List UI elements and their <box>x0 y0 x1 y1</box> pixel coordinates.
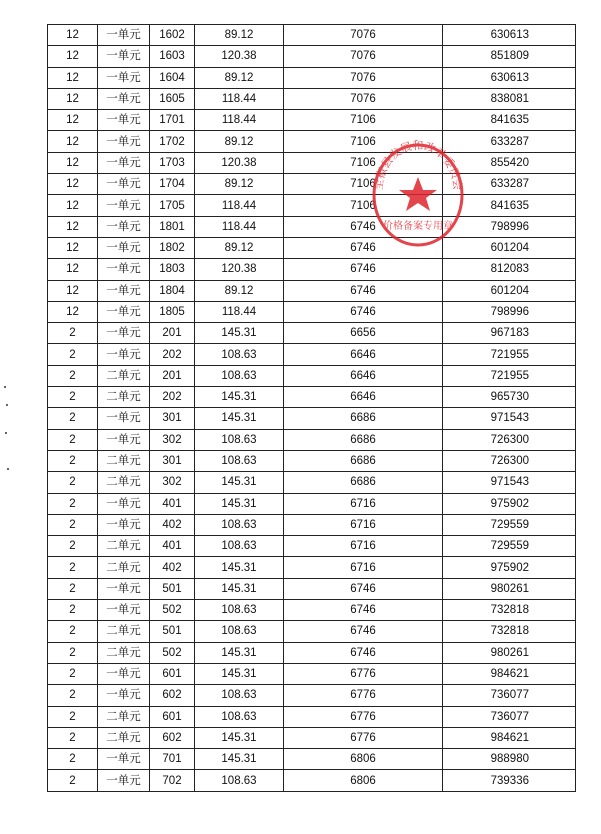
cell-room-number: 702 <box>150 770 195 791</box>
cell-building-number: 2 <box>48 578 98 599</box>
table-row <box>48 110 576 131</box>
cell-total-price: 965730 <box>443 387 576 408</box>
cell-unit-name: 一单元 <box>98 770 150 791</box>
cell-building-number: 2 <box>48 600 98 621</box>
cell-total-price: 851809 <box>443 46 576 67</box>
cell-total-price: 980261 <box>443 642 576 663</box>
cell-room-number: 1705 <box>150 195 195 216</box>
cell-room-number: 502 <box>150 642 195 663</box>
cell-room-number: 1602 <box>150 25 195 46</box>
cell-building-number: 12 <box>48 152 98 173</box>
cell-building-number: 12 <box>48 195 98 216</box>
table-row <box>48 25 576 46</box>
cell-area: 108.63 <box>195 365 284 386</box>
cell-unit-name: 一单元 <box>98 301 150 322</box>
cell-unit-name: 二单元 <box>98 536 150 557</box>
table-row <box>48 67 576 88</box>
cell-unit-name: 一单元 <box>98 344 150 365</box>
cell-unit-name: 一单元 <box>98 493 150 514</box>
cell-area: 118.44 <box>195 216 284 237</box>
cell-total-price: 633287 <box>443 174 576 195</box>
cell-unit-price: 6716 <box>284 557 443 578</box>
cell-unit-price: 6806 <box>284 749 443 770</box>
table-row <box>48 408 576 429</box>
table-row <box>48 195 576 216</box>
cell-total-price: 721955 <box>443 344 576 365</box>
cell-unit-price: 7106 <box>284 195 443 216</box>
cell-unit-price: 6646 <box>284 365 443 386</box>
cell-building-number: 12 <box>48 46 98 67</box>
cell-building-number: 12 <box>48 110 98 131</box>
cell-room-number: 401 <box>150 493 195 514</box>
cell-total-price: 633287 <box>443 131 576 152</box>
cell-room-number: 1703 <box>150 152 195 173</box>
cell-unit-name: 一单元 <box>98 663 150 684</box>
cell-building-number: 2 <box>48 514 98 535</box>
cell-unit-price: 6686 <box>284 450 443 471</box>
cell-unit-name: 一单元 <box>98 237 150 258</box>
table-row <box>48 749 576 770</box>
table-row <box>48 706 576 727</box>
cell-total-price: 798996 <box>443 301 576 322</box>
cell-building-number: 2 <box>48 387 98 408</box>
table-row <box>48 770 576 791</box>
table-row <box>48 514 576 535</box>
cell-total-price: 736077 <box>443 685 576 706</box>
cell-unit-name: 一单元 <box>98 323 150 344</box>
cell-room-number: 202 <box>150 387 195 408</box>
cell-area: 145.31 <box>195 727 284 748</box>
cell-area: 120.38 <box>195 46 284 67</box>
cell-unit-price: 6646 <box>284 387 443 408</box>
table-row <box>48 301 576 322</box>
table-row <box>48 642 576 663</box>
cell-area: 120.38 <box>195 259 284 280</box>
cell-room-number: 502 <box>150 600 195 621</box>
table-row <box>48 259 576 280</box>
cell-total-price: 984621 <box>443 727 576 748</box>
cell-room-number: 302 <box>150 429 195 450</box>
cell-unit-price: 6656 <box>284 323 443 344</box>
table-row <box>48 600 576 621</box>
cell-unit-name: 二单元 <box>98 557 150 578</box>
table-row <box>48 365 576 386</box>
cell-building-number: 12 <box>48 280 98 301</box>
table-row <box>48 174 576 195</box>
cell-unit-name: 一单元 <box>98 195 150 216</box>
cell-unit-price: 6746 <box>284 280 443 301</box>
cell-unit-price: 6716 <box>284 493 443 514</box>
seal-org-text: 全椒县发展和改革委员会 <box>371 139 465 191</box>
cell-room-number: 501 <box>150 578 195 599</box>
cell-unit-price: 6776 <box>284 706 443 727</box>
cell-building-number: 2 <box>48 323 98 344</box>
table-row <box>48 578 576 599</box>
cell-unit-name: 一单元 <box>98 749 150 770</box>
cell-unit-price: 7106 <box>284 152 443 173</box>
cell-unit-name: 一单元 <box>98 578 150 599</box>
cell-unit-name: 二单元 <box>98 387 150 408</box>
cell-area: 108.63 <box>195 344 284 365</box>
cell-area: 108.63 <box>195 706 284 727</box>
table-row <box>48 557 576 578</box>
cell-unit-name: 二单元 <box>98 450 150 471</box>
cell-unit-name: 一单元 <box>98 216 150 237</box>
price-table-body <box>48 25 576 792</box>
cell-unit-name: 一单元 <box>98 131 150 152</box>
cell-unit-price: 6746 <box>284 600 443 621</box>
cell-area: 89.12 <box>195 25 284 46</box>
cell-room-number: 1604 <box>150 67 195 88</box>
table-row <box>48 88 576 109</box>
cell-total-price: 630613 <box>443 25 576 46</box>
cell-room-number: 602 <box>150 685 195 706</box>
cell-room-number: 1804 <box>150 280 195 301</box>
cell-unit-name: 一单元 <box>98 259 150 280</box>
table-row <box>48 152 576 173</box>
cell-area: 145.31 <box>195 387 284 408</box>
cell-total-price: 971543 <box>443 408 576 429</box>
cell-area: 118.44 <box>195 301 284 322</box>
cell-room-number: 1704 <box>150 174 195 195</box>
cell-building-number: 2 <box>48 663 98 684</box>
cell-total-price: 812083 <box>443 259 576 280</box>
cell-unit-name: 一单元 <box>98 685 150 706</box>
cell-area: 145.31 <box>195 663 284 684</box>
cell-building-number: 12 <box>48 259 98 280</box>
cell-building-number: 2 <box>48 727 98 748</box>
table-row <box>48 237 576 258</box>
cell-unit-price: 6776 <box>284 727 443 748</box>
cell-unit-name: 一单元 <box>98 46 150 67</box>
seal-star-icon <box>399 177 437 211</box>
cell-building-number: 12 <box>48 67 98 88</box>
cell-building-number: 2 <box>48 472 98 493</box>
cell-area: 108.63 <box>195 450 284 471</box>
cell-unit-price: 6646 <box>284 344 443 365</box>
cell-room-number: 1605 <box>150 88 195 109</box>
cell-area: 145.31 <box>195 578 284 599</box>
table-row <box>48 536 576 557</box>
cell-total-price: 798996 <box>443 216 576 237</box>
cell-building-number: 2 <box>48 621 98 642</box>
cell-room-number: 1801 <box>150 216 195 237</box>
cell-unit-price: 6716 <box>284 536 443 557</box>
cell-building-number: 2 <box>48 642 98 663</box>
price-table-sheet <box>47 24 575 792</box>
cell-unit-name: 一单元 <box>98 429 150 450</box>
cell-room-number: 602 <box>150 727 195 748</box>
cell-building-number: 2 <box>48 429 98 450</box>
cell-unit-name: 一单元 <box>98 152 150 173</box>
cell-building-number: 2 <box>48 685 98 706</box>
cell-building-number: 12 <box>48 301 98 322</box>
cell-unit-price: 6776 <box>284 685 443 706</box>
table-row <box>48 387 576 408</box>
cell-building-number: 12 <box>48 237 98 258</box>
cell-building-number: 2 <box>48 706 98 727</box>
cell-unit-name: 一单元 <box>98 25 150 46</box>
cell-unit-name: 二单元 <box>98 727 150 748</box>
cell-building-number: 2 <box>48 749 98 770</box>
cell-building-number: 12 <box>48 174 98 195</box>
cell-room-number: 402 <box>150 514 195 535</box>
cell-room-number: 1603 <box>150 46 195 67</box>
cell-area: 118.44 <box>195 110 284 131</box>
cell-building-number: 2 <box>48 408 98 429</box>
cell-unit-name: 二单元 <box>98 365 150 386</box>
cell-room-number: 1802 <box>150 237 195 258</box>
cell-area: 118.44 <box>195 88 284 109</box>
cell-total-price: 736077 <box>443 706 576 727</box>
cell-room-number: 202 <box>150 344 195 365</box>
table-row <box>48 450 576 471</box>
table-row <box>48 429 576 450</box>
cell-total-price: 726300 <box>443 429 576 450</box>
cell-unit-price: 6716 <box>284 514 443 535</box>
cell-unit-name: 二单元 <box>98 642 150 663</box>
cell-total-price: 601204 <box>443 237 576 258</box>
cell-unit-price: 6806 <box>284 770 443 791</box>
cell-area: 145.31 <box>195 472 284 493</box>
cell-total-price: 975902 <box>443 557 576 578</box>
cell-room-number: 201 <box>150 323 195 344</box>
cell-room-number: 301 <box>150 408 195 429</box>
cell-unit-price: 6746 <box>284 301 443 322</box>
cell-room-number: 1702 <box>150 131 195 152</box>
cell-building-number: 2 <box>48 450 98 471</box>
cell-unit-name: 一单元 <box>98 110 150 131</box>
cell-room-number: 601 <box>150 706 195 727</box>
cell-area: 108.63 <box>195 536 284 557</box>
cell-unit-price: 7076 <box>284 46 443 67</box>
cell-total-price: 988980 <box>443 749 576 770</box>
cell-area: 145.31 <box>195 749 284 770</box>
cell-area: 145.31 <box>195 408 284 429</box>
cell-building-number: 2 <box>48 770 98 791</box>
cell-unit-price: 7106 <box>284 110 443 131</box>
cell-total-price: 841635 <box>443 110 576 131</box>
cell-unit-name: 一单元 <box>98 88 150 109</box>
cell-room-number: 601 <box>150 663 195 684</box>
table-row <box>48 727 576 748</box>
cell-unit-price: 6746 <box>284 216 443 237</box>
cell-total-price: 984621 <box>443 663 576 684</box>
cell-total-price: 975902 <box>443 493 576 514</box>
cell-area: 120.38 <box>195 152 284 173</box>
cell-unit-price: 6686 <box>284 429 443 450</box>
cell-total-price: 726300 <box>443 450 576 471</box>
cell-unit-name: 一单元 <box>98 514 150 535</box>
table-row <box>48 323 576 344</box>
table-row <box>48 685 576 706</box>
cell-area: 89.12 <box>195 174 284 195</box>
price-filing-seal <box>370 135 470 255</box>
cell-unit-price: 7076 <box>284 88 443 109</box>
cell-area: 108.63 <box>195 770 284 791</box>
cell-unit-price: 6746 <box>284 578 443 599</box>
cell-total-price: 971543 <box>443 472 576 493</box>
cell-unit-price: 6776 <box>284 663 443 684</box>
cell-unit-name: 一单元 <box>98 600 150 621</box>
cell-unit-name: 一单元 <box>98 280 150 301</box>
table-row <box>48 344 576 365</box>
cell-total-price: 980261 <box>443 578 576 599</box>
table-row <box>48 621 576 642</box>
table-row <box>48 131 576 152</box>
cell-unit-price: 6746 <box>284 642 443 663</box>
cell-unit-name: 一单元 <box>98 408 150 429</box>
cell-total-price: 601204 <box>443 280 576 301</box>
cell-area: 89.12 <box>195 131 284 152</box>
cell-unit-name: 二单元 <box>98 706 150 727</box>
cell-unit-name: 一单元 <box>98 67 150 88</box>
cell-room-number: 1805 <box>150 301 195 322</box>
cell-area: 89.12 <box>195 237 284 258</box>
cell-total-price: 721955 <box>443 365 576 386</box>
cell-total-price: 841635 <box>443 195 576 216</box>
cell-area: 145.31 <box>195 493 284 514</box>
cell-room-number: 501 <box>150 621 195 642</box>
cell-unit-name: 一单元 <box>98 174 150 195</box>
cell-unit-price: 6746 <box>284 621 443 642</box>
table-row <box>48 46 576 67</box>
cell-total-price: 838081 <box>443 88 576 109</box>
cell-room-number: 701 <box>150 749 195 770</box>
cell-area: 89.12 <box>195 280 284 301</box>
cell-total-price: 729559 <box>443 514 576 535</box>
table-row <box>48 280 576 301</box>
cell-area: 145.31 <box>195 557 284 578</box>
cell-room-number: 201 <box>150 365 195 386</box>
cell-area: 89.12 <box>195 67 284 88</box>
cell-building-number: 2 <box>48 344 98 365</box>
cell-unit-name: 二单元 <box>98 621 150 642</box>
cell-total-price: 630613 <box>443 67 576 88</box>
cell-area: 108.63 <box>195 514 284 535</box>
cell-building-number: 2 <box>48 536 98 557</box>
cell-room-number: 301 <box>150 450 195 471</box>
cell-total-price: 739336 <box>443 770 576 791</box>
cell-unit-price: 7076 <box>284 67 443 88</box>
cell-total-price: 967183 <box>443 323 576 344</box>
cell-unit-price: 6686 <box>284 408 443 429</box>
price-table <box>47 24 576 792</box>
cell-total-price: 732818 <box>443 621 576 642</box>
cell-unit-price: 7106 <box>284 174 443 195</box>
table-row <box>48 493 576 514</box>
cell-building-number: 12 <box>48 25 98 46</box>
cell-unit-price: 6686 <box>284 472 443 493</box>
cell-building-number: 12 <box>48 131 98 152</box>
cell-building-number: 2 <box>48 365 98 386</box>
cell-total-price: 855420 <box>443 152 576 173</box>
cell-area: 108.63 <box>195 621 284 642</box>
cell-area: 145.31 <box>195 323 284 344</box>
cell-building-number: 12 <box>48 88 98 109</box>
cell-area: 108.63 <box>195 600 284 621</box>
cell-total-price: 732818 <box>443 600 576 621</box>
cell-room-number: 302 <box>150 472 195 493</box>
cell-room-number: 402 <box>150 557 195 578</box>
cell-room-number: 1803 <box>150 259 195 280</box>
cell-building-number: 2 <box>48 493 98 514</box>
cell-building-number: 12 <box>48 216 98 237</box>
cell-building-number: 2 <box>48 557 98 578</box>
table-row <box>48 663 576 684</box>
cell-unit-price: 6746 <box>284 259 443 280</box>
cell-unit-price: 7106 <box>284 131 443 152</box>
margin-scan-marks <box>0 380 12 480</box>
seal-purpose-text: 价格备案专用章 <box>383 221 453 232</box>
table-row <box>48 216 576 237</box>
cell-unit-name: 二单元 <box>98 472 150 493</box>
table-row <box>48 472 576 493</box>
cell-unit-price: 6746 <box>284 237 443 258</box>
cell-room-number: 401 <box>150 536 195 557</box>
cell-area: 108.63 <box>195 685 284 706</box>
cell-area: 108.63 <box>195 429 284 450</box>
cell-area: 118.44 <box>195 195 284 216</box>
cell-total-price: 729559 <box>443 536 576 557</box>
cell-room-number: 1701 <box>150 110 195 131</box>
cell-unit-price: 7076 <box>284 25 443 46</box>
cell-area: 145.31 <box>195 642 284 663</box>
